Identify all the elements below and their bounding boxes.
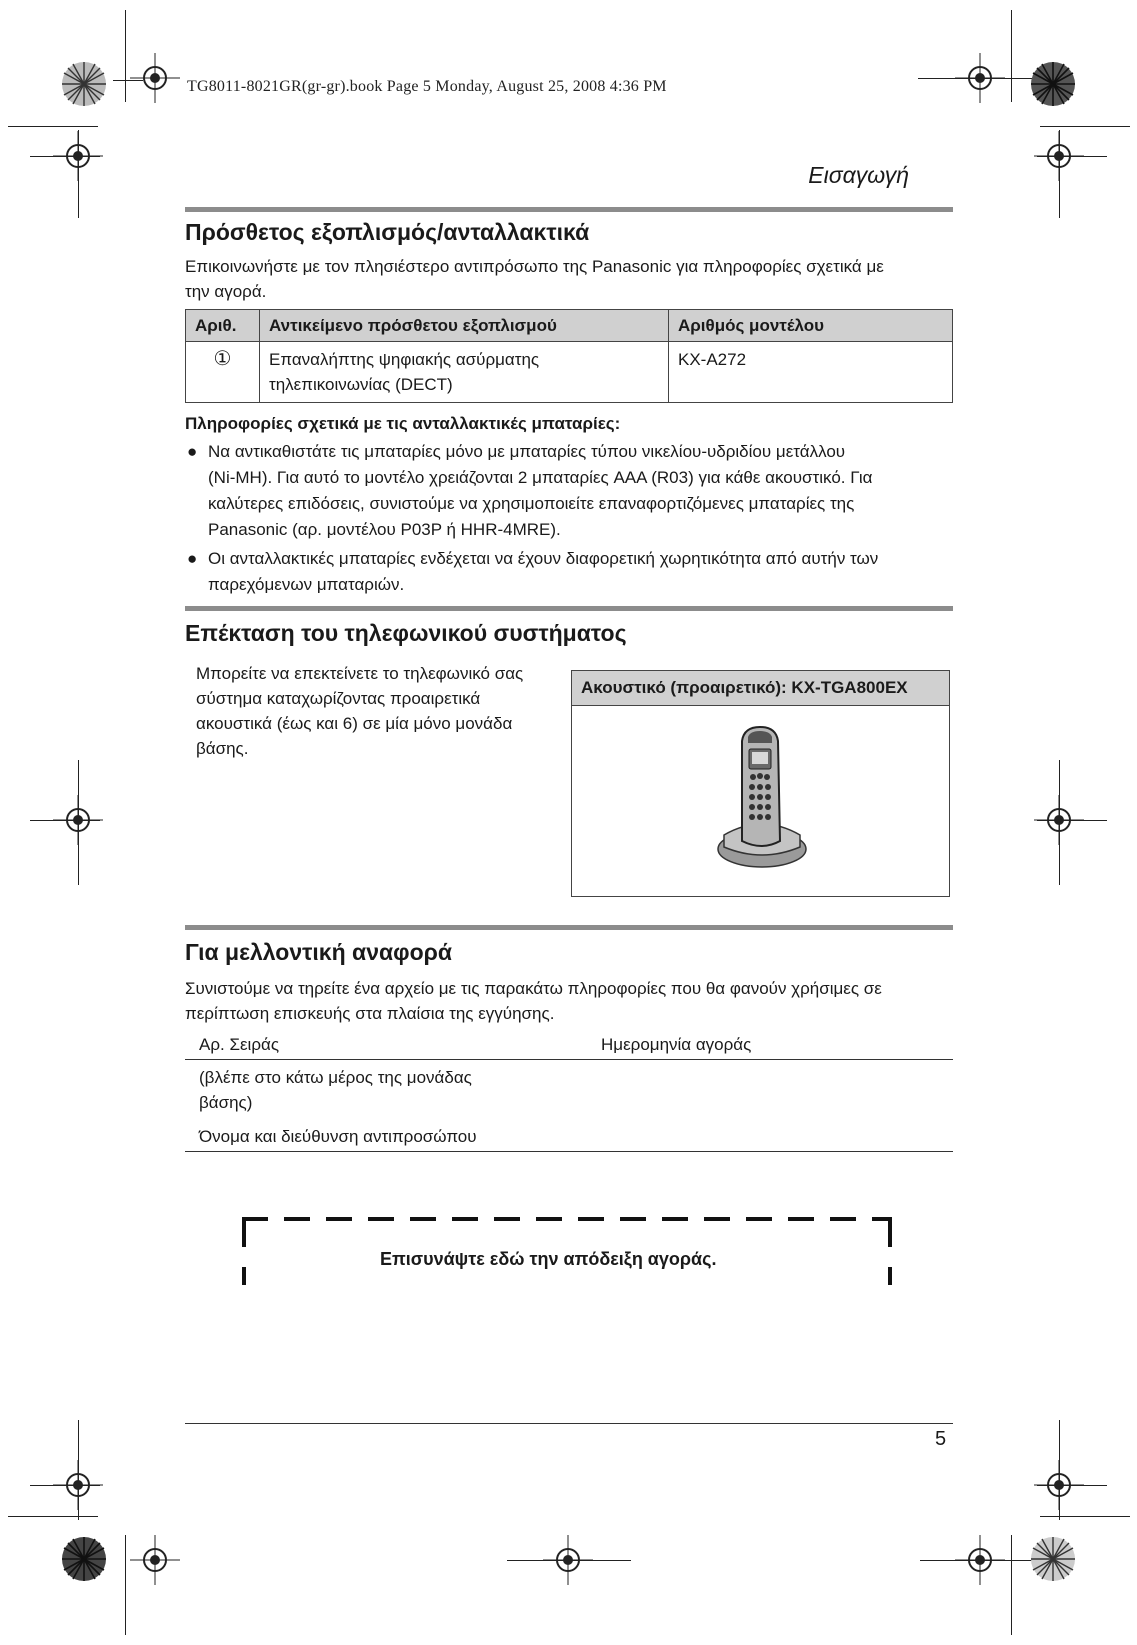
battery-bullet-2 — [187, 546, 879, 598]
bullet-icon: ● — [187, 549, 198, 568]
bullet-line: Panasonic (αρ. μοντέλου P03P ή HHR-4MRE). — [208, 520, 561, 539]
serial-note-line: (βλέπε στο κάτω μέρος της μονάδας — [199, 1068, 472, 1087]
expansion-text-line: Μπορείτε να επεκτείνετε το τηλεφωνικό σας — [196, 664, 524, 683]
registration-mark-icon — [1034, 131, 1084, 181]
purchase-date-label: Ημερομηνία αγοράς — [601, 1035, 752, 1054]
expansion-heading: Επέκταση του τηλεφωνικού συστήματος — [185, 620, 627, 646]
registration-mark-icon — [53, 795, 103, 845]
cordless-handset-icon — [712, 723, 812, 873]
optional-handset-label: Ακουστικό (προαιρετικό): KX-TGA800EX — [572, 671, 949, 706]
serial-number-label: Αρ. Σειράς — [199, 1035, 280, 1054]
table-row — [186, 342, 953, 403]
row-item-line: τηλεπικοινωνίας (DECT) — [269, 375, 453, 394]
accessories-intro — [185, 254, 884, 304]
page-number: 5 — [935, 1428, 947, 1450]
row-item — [260, 342, 669, 403]
col-header-number: Αριθ. — [186, 310, 260, 342]
bullet-icon: ● — [187, 442, 198, 461]
registration-mark-icon — [1034, 795, 1084, 845]
bullet-line: καλύτερες επιδόσεις, συνιστούμε να χρησιμοποιείτε επαναφορτιζόμενες μπαταρίες της — [208, 494, 855, 513]
accessories-table — [185, 309, 953, 403]
form-line — [185, 1059, 953, 1060]
col-header-item: Αντικείμενο πρόσθετου εξοπλισμού — [260, 310, 669, 342]
row-number: ① — [186, 342, 260, 403]
future-reference-line: Συνιστούμε να τηρείτε ένα αρχείο με τις παρακάτω πληροφορίες που θα φανούν χρήσιμες σε — [185, 979, 882, 998]
future-reference-heading: Για μελλοντική αναφορά — [185, 939, 452, 965]
accessories-intro-line: Επικοινωνήστε με τον πλησιέστερο αντιπρόσωπο της Panasonic για πληροφορίες σχετικά με — [185, 257, 884, 276]
print-file-header: TG8011-8021GR(gr-gr).book Page 5 Monday, August 25, 2008 4:36 PM — [187, 78, 667, 95]
bullet-line: Οι ανταλλακτικές μπαταρίες ενδέχεται να έχουν διαφορετική χωρητικότητα από αυτήν των — [208, 549, 879, 568]
row-item-line: Επαναλήπτης ψηφιακής ασύρματης — [269, 350, 540, 369]
serial-note-line: βάσης) — [199, 1093, 253, 1112]
section-rule — [185, 606, 953, 611]
col-header-model: Αριθμός μοντέλου — [669, 310, 953, 342]
registration-mark-icon — [53, 131, 103, 181]
form-line — [185, 1151, 953, 1152]
bullet-line: Να αντικαθιστάτε τις μπαταρίες μόνο με μπαταρίες τύπου νικελίου-υδριδίου μετάλλου — [208, 442, 846, 461]
future-reference-line: περίπτωση επισκευής στα πλαίσια της εγγύησης. — [185, 1004, 555, 1023]
expansion-text-line: βάσης. — [196, 739, 249, 758]
receipt-note: Επισυνάψτε εδώ την απόδειξη αγοράς. — [380, 1249, 717, 1269]
serial-number-note — [199, 1065, 472, 1115]
dealer-label: Όνομα και διεύθυνση αντιπροσώπου — [199, 1127, 477, 1146]
registration-mark-icon — [130, 53, 180, 103]
color-calibration-starburst-icon — [1030, 1536, 1076, 1582]
registration-mark-icon — [53, 1460, 103, 1510]
section-rule — [185, 925, 953, 930]
accessories-heading: Πρόσθετος εξοπλισμός/ανταλλακτικά — [185, 219, 590, 245]
expansion-text-line: ακουστικά (έως και 6) σε μία μόνο μονάδα — [196, 714, 513, 733]
accessories-intro-line: την αγορά. — [185, 282, 267, 301]
bullet-line: (Ni-MH). Για αυτό το μοντέλο χρειάζονται 2 μπαταρίες AAA (R03) για κάθε ακουστικό. Για — [208, 468, 873, 487]
row-model: KX-A272 — [669, 342, 953, 403]
optional-handset-box — [571, 670, 950, 897]
future-reference-text — [185, 976, 882, 1026]
color-calibration-starburst-icon — [61, 1536, 107, 1582]
registration-mark-icon — [130, 1535, 180, 1585]
chapter-title: Εισαγωγή — [808, 162, 909, 188]
registration-mark-icon — [1034, 1460, 1084, 1510]
footer-rule — [185, 1423, 953, 1424]
table-header-row — [186, 310, 953, 342]
color-calibration-starburst-icon — [61, 61, 107, 107]
color-calibration-starburst-icon — [1030, 61, 1076, 107]
expansion-text-line: σύστημα καταχωρίζοντας προαιρετικά — [196, 689, 481, 708]
section-rule — [185, 207, 953, 212]
battery-info-heading: Πληροφορίες σχετικά με τις ανταλλακτικές μπαταρίες: — [185, 414, 621, 433]
bullet-line: παρεχόμενων μπαταριών. — [208, 575, 405, 594]
expansion-text — [196, 661, 523, 761]
battery-bullet-1 — [187, 439, 873, 543]
